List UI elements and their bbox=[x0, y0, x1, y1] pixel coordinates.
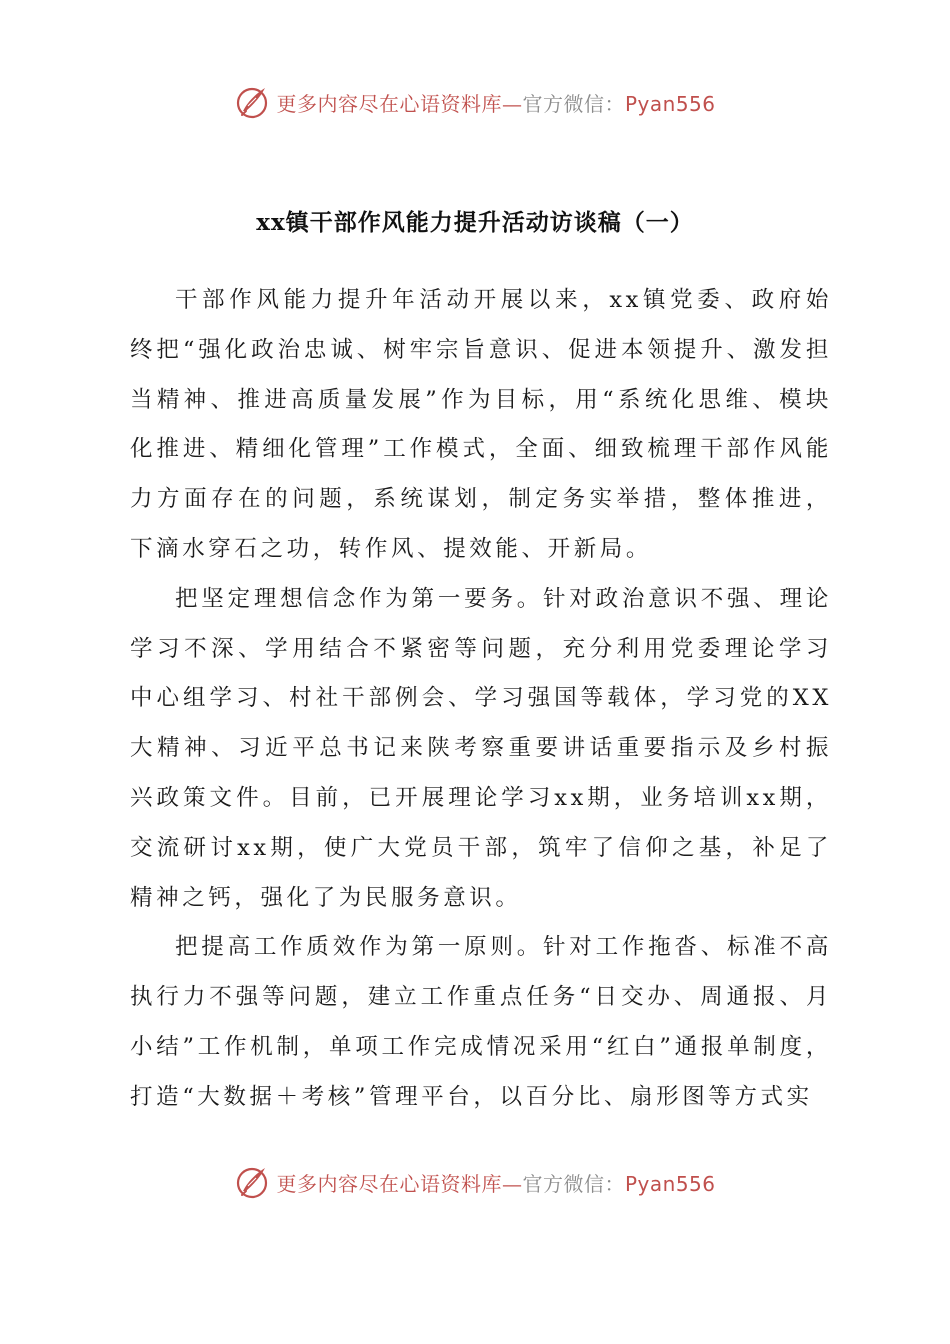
body-paragraph: 把提高工作质效作为第一原则。针对工作拖沓、标准不高执行力不强等问题，建立工作重点任务“日交办、周通报、月小结”工作机制，单项工作完成情况采用“红白”通报单制度，打造“大数据＋考核”管理平台，以百分比、扇形图等方式实 bbox=[130, 934, 832, 1110]
footer-banner-sub-text: 官方微信： bbox=[522, 1171, 625, 1196]
footer-wechat-id: Pyan556 bbox=[624, 1171, 716, 1196]
footer-banner-separator: — bbox=[501, 1171, 523, 1196]
header-banner-sub-text: 官方微信： bbox=[522, 91, 625, 116]
document-body bbox=[130, 276, 832, 1123]
body-paragraph: 干部作风能力提升年活动开展以来，xx镇党委、政府始终把“强化政治忠诚、树牢宗旨意识、促进本领提升、激发担当精神、推进高质量发展”作为目标，用“系统化思维、模块化推进、精细化管理”工作模式，全面、细致梳理干部作风能力方面存在的问题，系统谋划，制定务实举措，整体推进，下滴水穿石之功，转作风、提效能、开新局。 bbox=[130, 287, 832, 562]
header-banner-main-text: 更多内容尽在心语资料库 bbox=[276, 91, 502, 116]
header-banner-separator: — bbox=[501, 91, 523, 116]
header-wechat-id: Pyan556 bbox=[624, 91, 716, 116]
footer-banner bbox=[0, 1160, 950, 1204]
quill-pen-logo-icon bbox=[234, 1164, 270, 1200]
header-banner-text bbox=[276, 88, 715, 117]
body-paragraph: 把坚定理想信念作为第一要务。针对政治意识不强、理论学习不深、学用结合不紧密等问题，充分利用党委理论学习中心组学习、村社干部例会、学习强国等载体，学习党的XX大精神、习近平总书记来陕考察重要讲话重要指示及乡村振兴政策文件。目前，已开展理论学习xx期，业务培训xx期，交流研讨xx期，使广大党员干部，筑牢了信仰之基，补足了精神之钙，强化了为民服务意识。 bbox=[130, 585, 832, 911]
footer-banner-text bbox=[276, 1168, 715, 1197]
header-banner bbox=[0, 80, 950, 124]
quill-pen-logo-icon bbox=[234, 84, 270, 120]
document-title: xx镇干部作风能力提升活动访谈稿（一） bbox=[256, 209, 694, 236]
footer-banner-main-text: 更多内容尽在心语资料库 bbox=[276, 1171, 502, 1196]
